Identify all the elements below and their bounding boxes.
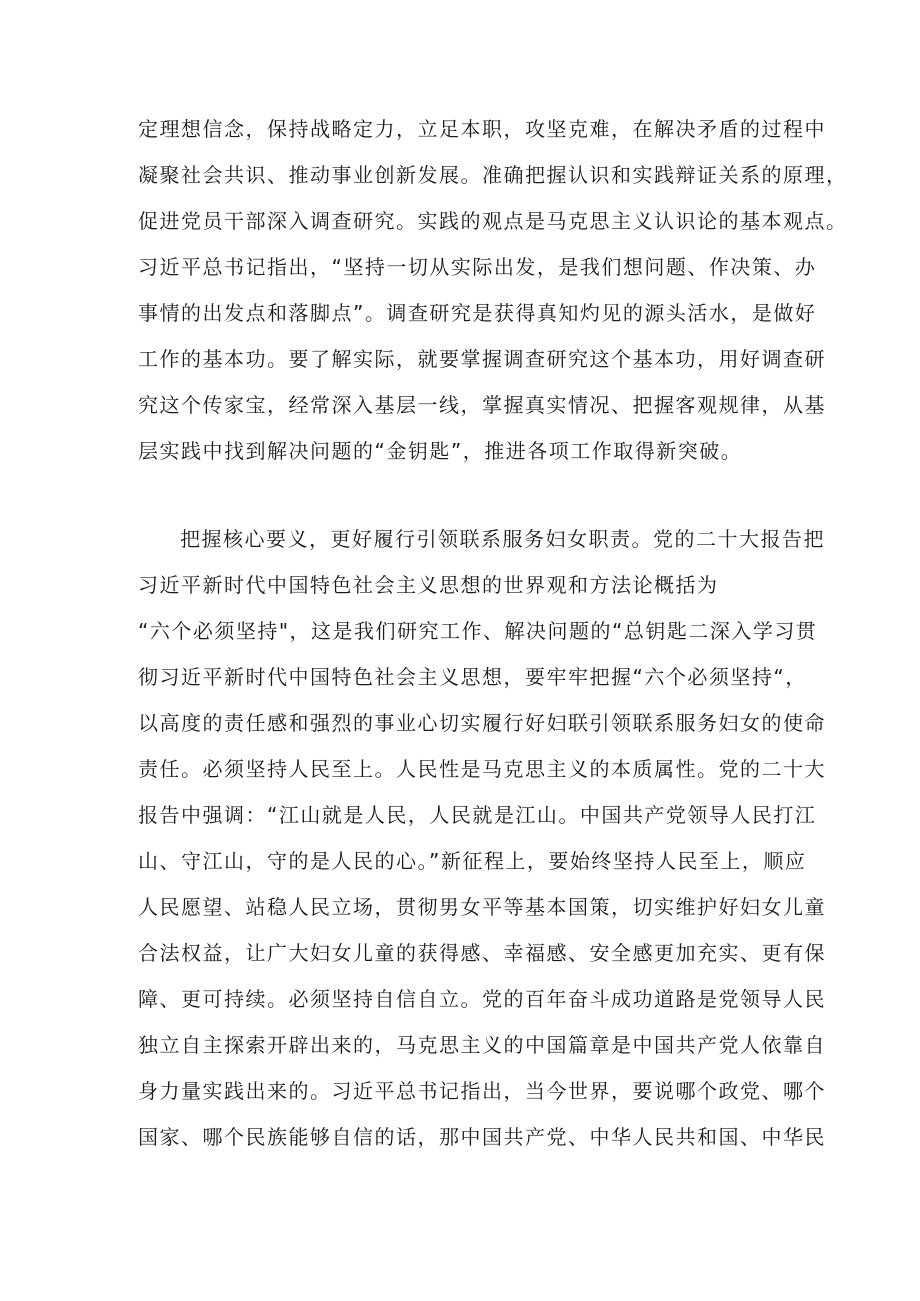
text-line: 层实践中找到解决问题的“金钥匙”，推进各项工作取得新突破。 bbox=[138, 439, 743, 463]
text-line: 习近平总书记指出，“坚持一切从实际出发，是我们想问题、作决策、办 bbox=[138, 255, 817, 279]
text-line: 工作的基本功。要了解实际，就要掌握调查研究这个基本功，用好调查研 bbox=[138, 347, 826, 371]
text-line: 究这个传家宝，经常深入基层一线，掌握真实情况、把握客观规律，从基 bbox=[138, 393, 826, 417]
text-line: 定理想信念，保持战略定力，立足本职，攻坚克难，在解决矛盾的过程中 bbox=[138, 117, 826, 141]
text-line: 障、更可持续。必须坚持自信自立。党的百年奋斗成功道路是党领导人民 bbox=[138, 987, 826, 1011]
text-line: 合法权益，让广大妇女儿童的获得感、幸福感、安全感更加充实、更有保 bbox=[138, 941, 826, 965]
text-line: 责任。必须坚持人民至上。人民性是马克思主义的本质属性。党的二十大 bbox=[138, 757, 826, 781]
text-line: “六个必须坚持"，这是我们研究工作、解决问题的“总钥匙二深入学习贯 bbox=[138, 619, 818, 643]
text-line: 事情的出发点和落脚点”。调查研究是获得真知灼见的源头活水，是做好 bbox=[138, 301, 817, 325]
text-line: 促进党员干部深入调查研究。实践的观点是马克思主义认识论的基本观点。 bbox=[138, 209, 848, 233]
text-line: 山、守江山，守的是人民的心。”新征程上，要始终坚持人民至上，顺应 bbox=[138, 849, 807, 873]
paragraph-2 bbox=[138, 516, 826, 1160]
text-line: 彻习近平新时代中国特色社会主义思想，要牢牢把握“六个必须坚持“， bbox=[138, 665, 807, 689]
text-line-indented: 把握核心要义，更好履行引领联系服务妇女职责。党的二十大报告把 bbox=[180, 527, 825, 551]
paragraph-1 bbox=[138, 106, 848, 474]
text-line: 独立自主探索开辟出来的，马克思主义的中国篇章是中国共产党人依靠自 bbox=[138, 1033, 826, 1057]
text-line: 国家、哪个民族能够自信的话，那中国共产党、中华人民共和国、中华民 bbox=[138, 1125, 826, 1149]
text-line: 凝聚社会共识、推动事业创新发展。准确把握认识和实践辩证关系的原理， bbox=[138, 163, 848, 187]
text-line: 以高度的责任感和强烈的事业心切实履行好妇联引领联系服务妇女的使命 bbox=[138, 711, 826, 735]
text-line: 身力量实践出来的。习近平总书记指出，当今世界，要说哪个政党、哪个 bbox=[138, 1079, 826, 1103]
text-line: 习近平新时代中国特色社会主义思想的世界观和方法论概括为 bbox=[138, 573, 719, 597]
text-line: 报告中强调：“江山就是人民，人民就是江山。中国共产党领导人民打江 bbox=[138, 803, 817, 827]
text-line: 人民愿望、站稳人民立场，贯彻男女平等基本国策，切实维护好妇女儿童 bbox=[138, 895, 826, 919]
